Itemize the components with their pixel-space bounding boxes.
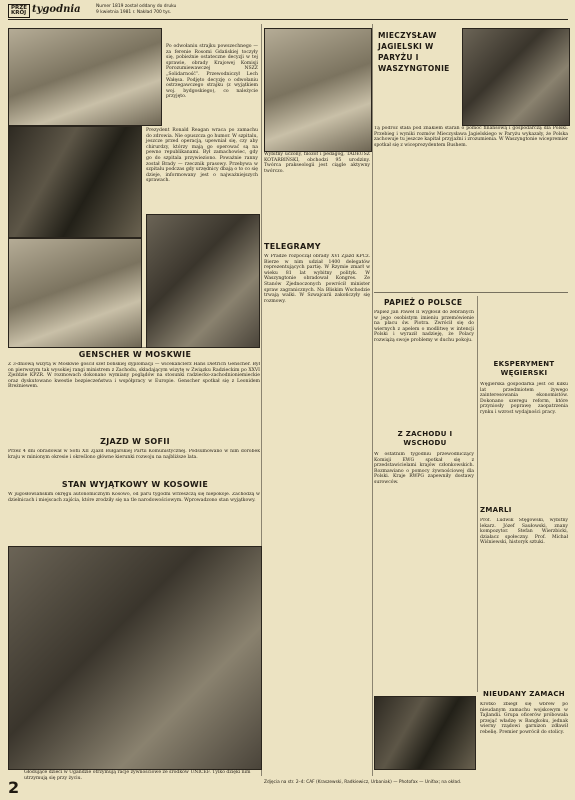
- kosowo-headline: STAN WYJĄTKOWY W KOSOWIE: [61, 480, 209, 489]
- photo-credits: Zdjęcia na str. 2–4: CAF (Kraszewski, Radkiewicz, Urbaniak) — Photofax — Unifax; na okład.: [264, 780, 462, 785]
- logo: [8, 4, 30, 18]
- logo-line-1: PRZE: [11, 5, 28, 11]
- uganda-caption: Głodujące dzieci w Ugandzie otrzymują racje żywnościowe ze środków UNICEF. Tylko dzięki nim utrzymują się przy życiu.: [24, 770, 251, 781]
- intro-text: Po odwołaniu strajku powszechnego — za ferenie Rosomi Gdańskiej toczyły się, pobieżnie ostateczne decyzji w tej sprawie, obrady Krajowej Komisji Porozumiewawczej NSZZ „Solidarność”. Przewodniczył Lech Wałęsa. Podjęto decyzję o odwołaniu ostrzegawczego strajku (z wyjątkiem woj. bydgoskiego), co należycie przyjęto.: [166, 44, 258, 100]
- issue-line-2: 9 kwietnia 1981 r. Nakład 700 tys.: [96, 9, 172, 15]
- zmarli-headline: ZMARLI: [480, 506, 512, 514]
- eksperyment-headline: EKSPERYMENT WĘGIERSKI: [493, 360, 555, 377]
- reagan-text: Prezydent Ronald Reagan wraca po zamachu do zdrowia. Nie opuszcza go humor. W szpitalu, jeszcze przed operacją, upewniał się, czy aby chirurdzy, którzy mają go operować są na pewno republikanami. Był zamachowiec, gdy go do szpitala przywieziono. Poważnie ranny został Brady — rzecznik prasowy. Przebywa w szpitalu podczas gdy urzędnicy dbają o to co się dzieje, informowany jest o najważniejszych sprawach.: [146, 128, 258, 184]
- logo-line-2: KRÓJ: [11, 10, 27, 16]
- zjazd-text: Przez 4 dni obradował w Sofii XII Zjazd Bułgarskiej Partii Komunistycznej. Podsumowano w nim dorobek kraju w minionym okresie i określono główne kierunki rozwoju na najbliższe lata.: [8, 449, 260, 460]
- genscher-headline: GENSCHER W MOSKWIE: [78, 350, 192, 359]
- jagielski-headline: MIECZYSŁAW JAGIELSKI W PARYŻU I WASZYNGTONIE: [378, 31, 450, 73]
- nieudany-headline: NIEUDANY ZAMACH: [483, 690, 565, 698]
- papiez-headline: PAPIEŻ O POLSCE: [384, 298, 463, 307]
- zmarli-text: Prof. Ludwik Stęgowski, wybitny lekarz. Józef Saułowski, znany kompozytor. Stefan Wierzbicki, działacz społeczny. Prof. Michał Wiśniewski, historyk sztuki.: [480, 518, 568, 546]
- kotarbinski-caption: Wybitny uczony, filozof i pedagog, TADEUSZ KOTARBIŃSKI, obchodzi 95 urodziny. Twórca prakseologii jest ciągle aktywny twórczo.: [264, 152, 370, 174]
- zachod-text: W ostatnim tygodniu przewodniczący Komisji EWG spotkał się z przedstawicielami krajów członkowskich. Rozmawiano o pomocy żywnościowej dla Polski. Kraje RWPG zapewniły dostawy surowców.: [374, 452, 474, 485]
- reagan-portrait-photo: [8, 126, 142, 238]
- genscher-text: Z 3-dniową wizytą w Moskwie gościł szef bońskiej dyplomacji — wicekanclerz Hans Dietrich Genscher. Był on pierwszym tak wysokiej rangi ministrem z Zachodu, składającym wizytę w Związku Radzieckim po XXVI Zjeździe KPZR. W rozmowach dokonano wymiany poglądów na stosunki radziecko-zachodnioniemieckie oraz dyskutowano kwestie bezpieczeństwa i współpracy w Europie. Genscher spotkał się z Leonidem Breżniewem.: [8, 362, 260, 390]
- zachod-headline: Z ZACHODU I WSCHODU: [397, 430, 453, 447]
- eksperyment-text: Węgierska gospodarka jest od kilku lat przedmiotem żywego zainteresowania ekonomistów. Dokonano szeregu reform, które przyniosły poprawę zaopatrzenia rynku i wzrost wydajności pracy.: [480, 382, 568, 415]
- uganda-children-photo: [8, 546, 262, 770]
- bangkok-photo: [374, 696, 476, 770]
- jagielski-photo: [462, 28, 570, 126]
- zjazd-headline: ZJAZD W SOFII: [100, 437, 170, 446]
- masthead-title: tygodnia: [32, 4, 81, 15]
- telegramy-text: W Pradze rozpoczął obrady XVI Zjazd KPCz. Bierze w nim udział 1400 delegatów reprezentujących partię. W Rzymie zmarł w wieku 81 lat wybitny polityk. W Waszyngtonie obradował Kongres. Ze Stanów Zjednoczonych powrócił minister spraw zagranicznych. Na Bliskim Wschodzie trwają walki. W Szwajcarii zakończyły się rozmowy.: [264, 254, 370, 304]
- nieudany-text: Krótko zbiegł się wbrew po nieudanym zamachu wojskowym w Tajlandii. Grupa oficerów próbowała przejąć władzę w Bangkoku, jednak wierny rządowi garnizon zdławił rebelię. Premier powrócił do stolicy.: [480, 702, 568, 735]
- papiez-text: Papież Jan Paweł II wygłosił do zebranych w jego osobistym imieniu przemówienie na placu św. Piotra. Zwrócił się do wiernych z apelem o modlitwę w intencji Polski i wyraził nadzieję, że Polacy rozwiążą swoje problemy w duchu pokoju.: [374, 310, 474, 343]
- issue-line-1: Numer 1819 został oddany do druku: [96, 4, 177, 9]
- kotarbinski-photo: [264, 28, 372, 152]
- telegramy-headline: TELEGRAMY: [264, 242, 321, 251]
- reagan-hospital-photo: [8, 238, 142, 348]
- genscher-photo: [146, 214, 260, 348]
- kosowo-text: W jugosłowiańskim okręgu autonomicznym Kosowo, od paru tygodni wrzeszczą się niepokoje. Zachodzą w dzielnicach i miejscach zajścia, które zrodziły się na tle narodowościowym. Wprowadzono stan wyjątkowy.: [8, 492, 260, 503]
- page-number: 2: [8, 778, 20, 797]
- solidarnosc-meeting-photo: [8, 28, 162, 126]
- issue-info: [96, 4, 206, 15]
- jagielski-text: Tą podróż stała pod znakiem starań o pomoc finansową i gospodarczą dla Polski. Przebieg i wyniki rozmów Mieczysława Jagielskiego w Paryżu wykazały, że Polska zachowuje tu jeszcze kapitał przyjaźni i zrozumienia. W Waszyngtonie wicepremier spotkał się z wiceprezydentem Bushem.: [374, 126, 568, 148]
